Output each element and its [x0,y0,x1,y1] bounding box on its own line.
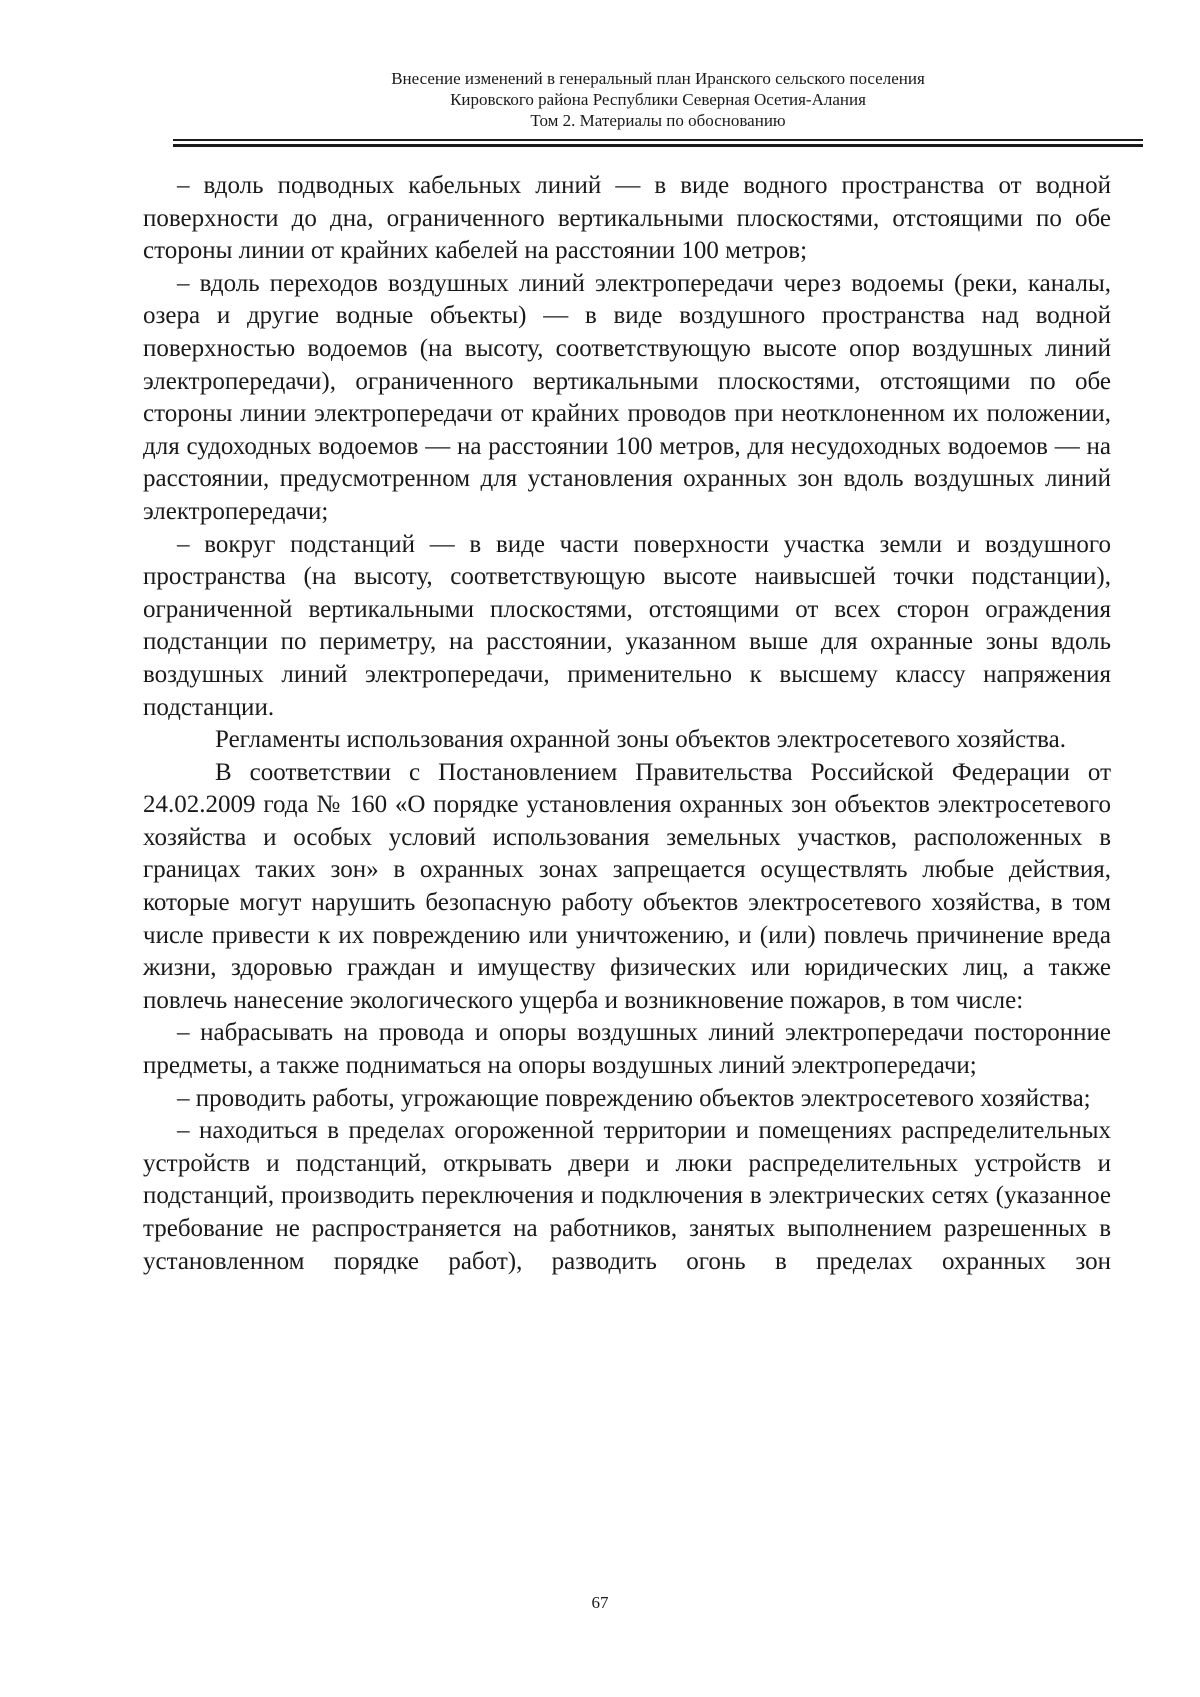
paragraph-government-decree: В соответствии с Постановлением Правительства Российской Федерации от 24.02.2009 года № 160 «О порядке установления охранных зон объектов электросетевого хозяйства и особых условий использования земельных участков, расположенных в границах таких зон» в охранных зонах запрещается осуществлять любые действия, которые могут нарушить безопасную работу объектов электросетевого хозяйства, в том числе привести к их повреждению или уничтожению, и (или) повлечь причинение вреда жизни, здоровью граждан и имуществу физических или юридических лиц, а также повлечь нанесение экологического ущерба и возникновение пожаров, в том числе: [143,758,1111,1014]
header-rule-thin [173,139,1143,141]
page-number: 67 [591,1593,609,1612]
list-item-underwater-cable-lines: – вдоль подводных кабельных линий — в виде водного пространства от водной поверхности до дна, ограниченного вертикальными плоскостями, отстоящими по обе стороны линии от крайних кабелей на расстоянии 100 метров; [143,172,1111,265]
header-rule-thick [173,144,1143,147]
list-item-damaging-works: – проводить работы, угрожающие повреждению объектов электросетевого хозяйства; [177,1084,1091,1112]
list-item-substations: – вокруг подстанций — в виде части поверхности участка земли и воздушного пространства (на высоту, соответствующую высоте наивысшей точки подстанции), ограниченной вертикальными плоскостями, отстоящими от всех сторон ограждения подстанции по периметру, на расстоянии, указанном выше для охранные зоны вдоль воздушных линий электропередачи, применительно к высшему классу напряжения подстанции. [143,530,1111,721]
running-header [173,68,1143,131]
body-text [143,170,1111,1278]
list-item-throwing-objects: – набрасывать на провода и опоры воздушных линий электропередачи посторонние предметы, а также подниматься на опоры воздушных линий электропередачи; [143,1019,1111,1080]
header-line-1: Внесение изменений в генеральный план Иранского сельского поселения [391,69,925,88]
list-item-restricted-premises: – находиться в пределах огороженной территории и помещениях распределительных устройств и подстанций, открывать двери и люки распределительных устройств и подстанций, производить переключения и подключения в электрических сетях (указанное требование не распространяется на работников, занятых выполнением разрешенных в установленном порядке работ), разводить огонь в пределах охранных зон [143,1117,1111,1275]
header-line-2: Кировского района Республики Северная Осетия-Алания [450,90,866,109]
paragraph-regulations-heading: Регламенты использования охранной зоны объектов электросетевого хозяйства. [215,726,1067,754]
list-item-overhead-line-crossings: – вдоль переходов воздушных линий электропередачи через водоемы (реки, каналы, озера и другие водные объекты) — в виде воздушного пространства над водной поверхностью водоемов (на высоту, соответствующую высоте опор воздушных линий электропередачи), ограниченного вертикальными плоскостями, отстоящими по обе стороны линии электропередачи от крайних проводов при неотклоненном их положении, для судоходных водоемов — на расстоянии 100 метров, для несудоходных водоемов — на расстоянии, предусмотренном для установления охранных зон вдоль воздушных линий электропередачи; [143,269,1111,525]
header-line-3: Том 2. Материалы по обоснованию [530,111,786,130]
